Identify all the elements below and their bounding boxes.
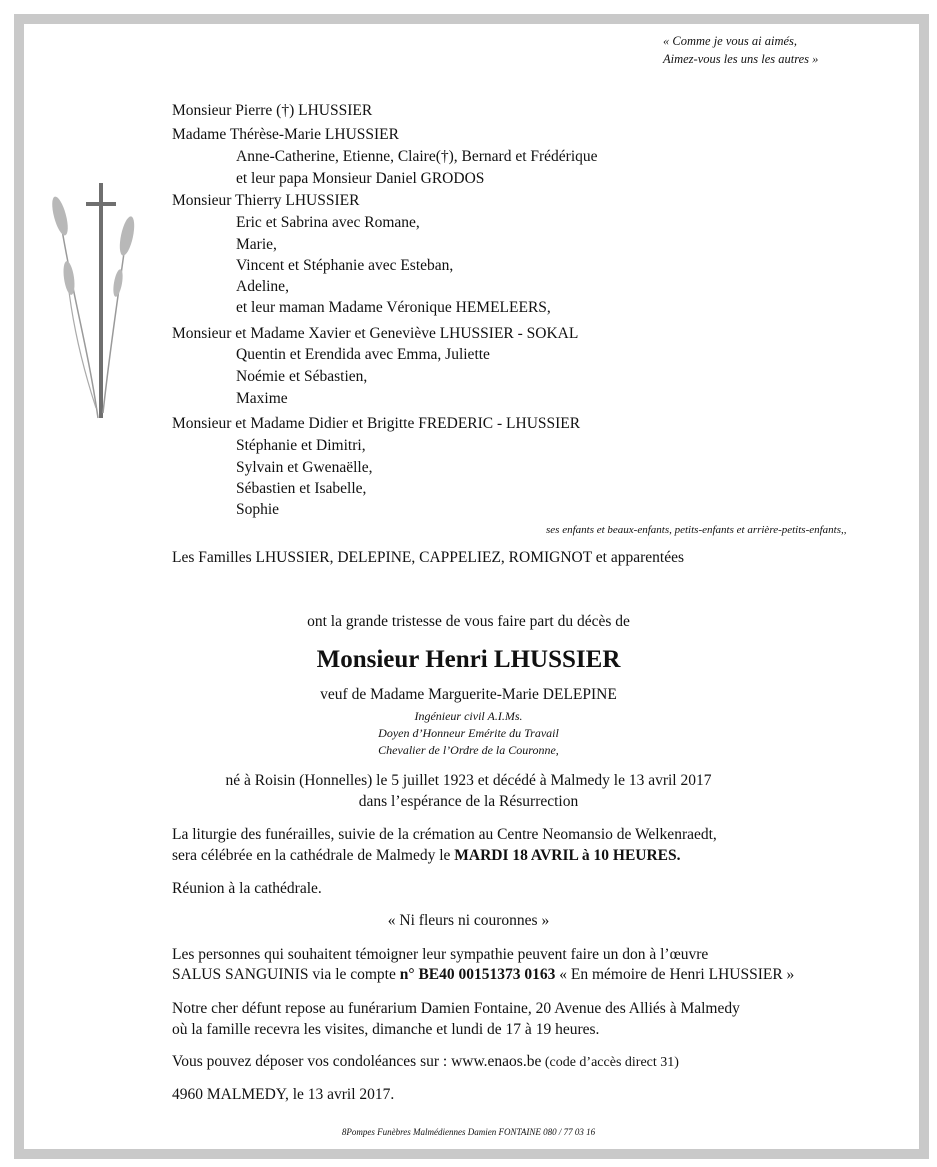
family-line: Stéphanie et Dimitri, [236, 437, 366, 454]
widow-text: veuf de Madame Marguerite-Marie DELEPINE [320, 686, 617, 703]
family-line: Noémie et Sébastien, [236, 368, 368, 385]
liturgy-date: MARDI 18 AVRIL à 10 HEURES. [454, 847, 681, 864]
place-date: 4960 MALMEDY, le 13 avril 2017. [172, 1086, 395, 1103]
liturgy-line-1: La liturgie des funérailles, suivie de la crémation au Centre Neomansio de Welkenraedt, [172, 826, 717, 843]
donation-line-2 [172, 966, 794, 984]
liturgy-line-2 [172, 847, 681, 865]
donation-line-1: Les personnes qui souhaitent témoigner leur sympathie peuvent faire un don à l’œuvre [172, 946, 709, 963]
family-line: Adeline, [236, 278, 289, 295]
donation-memo: « En mémoire de Henri LHUSSIER » [555, 966, 795, 983]
reunion-text: Réunion à la cathédrale. [172, 880, 322, 897]
family-line: Monsieur et Madame Didier et Brigitte FREDERIC - LHUSSIER [172, 415, 581, 432]
intro-text: ont la grande tristesse de vous faire part du décès de [307, 613, 630, 630]
account-number: n° BE40 00151373 0163 [399, 966, 556, 983]
hope-text: dans l’espérance de la Résurrection [358, 793, 579, 810]
flowers-text: « Ni fleurs ni couronnes » [387, 912, 550, 929]
quote-line-2: Aimez-vous les uns les autres » [663, 52, 819, 66]
family-line: Marie, [236, 236, 277, 253]
title-line-3: Chevalier de l’Ordre de la Couronne, [378, 743, 559, 757]
family-line: Sébastien et Isabelle, [236, 480, 367, 497]
family-line: et leur maman Madame Véronique HEMELEERS, [236, 299, 551, 316]
family-line: Monsieur et Madame Xavier et Geneviève LHUSSIER - SOKAL [172, 325, 579, 342]
title-line-2: Doyen d’Honneur Emérite du Travail [378, 726, 559, 740]
family-line: et leur papa Monsieur Daniel GRODOS [236, 170, 485, 187]
condolences-line [172, 1053, 679, 1071]
liturgy-text: sera célébrée en la cathédrale de Malmedy le [172, 847, 455, 864]
footer-text: 8Pompes Funèbres Malmédiennes Damien FONTAINE 080 / 77 03 16 [341, 1127, 596, 1137]
family-line: Monsieur Thierry LHUSSIER [172, 192, 360, 209]
rest-line-1: Notre cher défunt repose au funérarium Damien Fontaine, 20 Avenue des Alliés à Malmedy [172, 1000, 740, 1017]
family-line: Eric et Sabrina avec Romane, [236, 214, 420, 231]
family-line: Vincent et Stéphanie avec Esteban, [236, 257, 454, 274]
family-line: Sophie [236, 501, 280, 518]
family-line: Madame Thérèse-Marie LHUSSIER [172, 126, 399, 143]
donation-text: SALUS SANGUINIS via le compte [172, 966, 400, 983]
family-summary: ses enfants et beaux-enfants, petits-enfants et arrière-petits-enfants,, [546, 524, 847, 536]
birth-death-text: né à Roisin (Honnelles) le 5 juillet 1923 et décédé à Malmedy le 13 avril 2017 [225, 772, 712, 789]
family-line: Monsieur Pierre (†) LHUSSIER [172, 102, 373, 119]
condolences-text: Vous pouvez déposer vos condoléances sur : www.enaos.be [172, 1053, 542, 1070]
family-line: Quentin et Erendida avec Emma, Juliette [236, 346, 490, 363]
family-line: Anne-Catherine, Etienne, Claire(†), Bernard et Frédérique [236, 148, 598, 165]
rest-line-2: où la famille recevra les visites, dimanche et lundi de 17 à 19 heures. [172, 1021, 600, 1038]
family-line: Sylvain et Gwenaëlle, [236, 459, 373, 476]
family-line: Maxime [236, 390, 288, 407]
families-line: Les Familles LHUSSIER, DELEPINE, CAPPELIEZ, ROMIGNOT et apparentées [172, 549, 685, 566]
quote-line-1: « Comme je vous ai aimés, [663, 34, 798, 48]
access-code: (code d’accès direct 31) [541, 1055, 679, 1070]
deceased-name: Monsieur Henri LHUSSIER [316, 646, 621, 673]
title-line-1: Ingénieur civil A.I.Ms. [414, 709, 523, 723]
cross-wheat-icon [48, 178, 138, 428]
